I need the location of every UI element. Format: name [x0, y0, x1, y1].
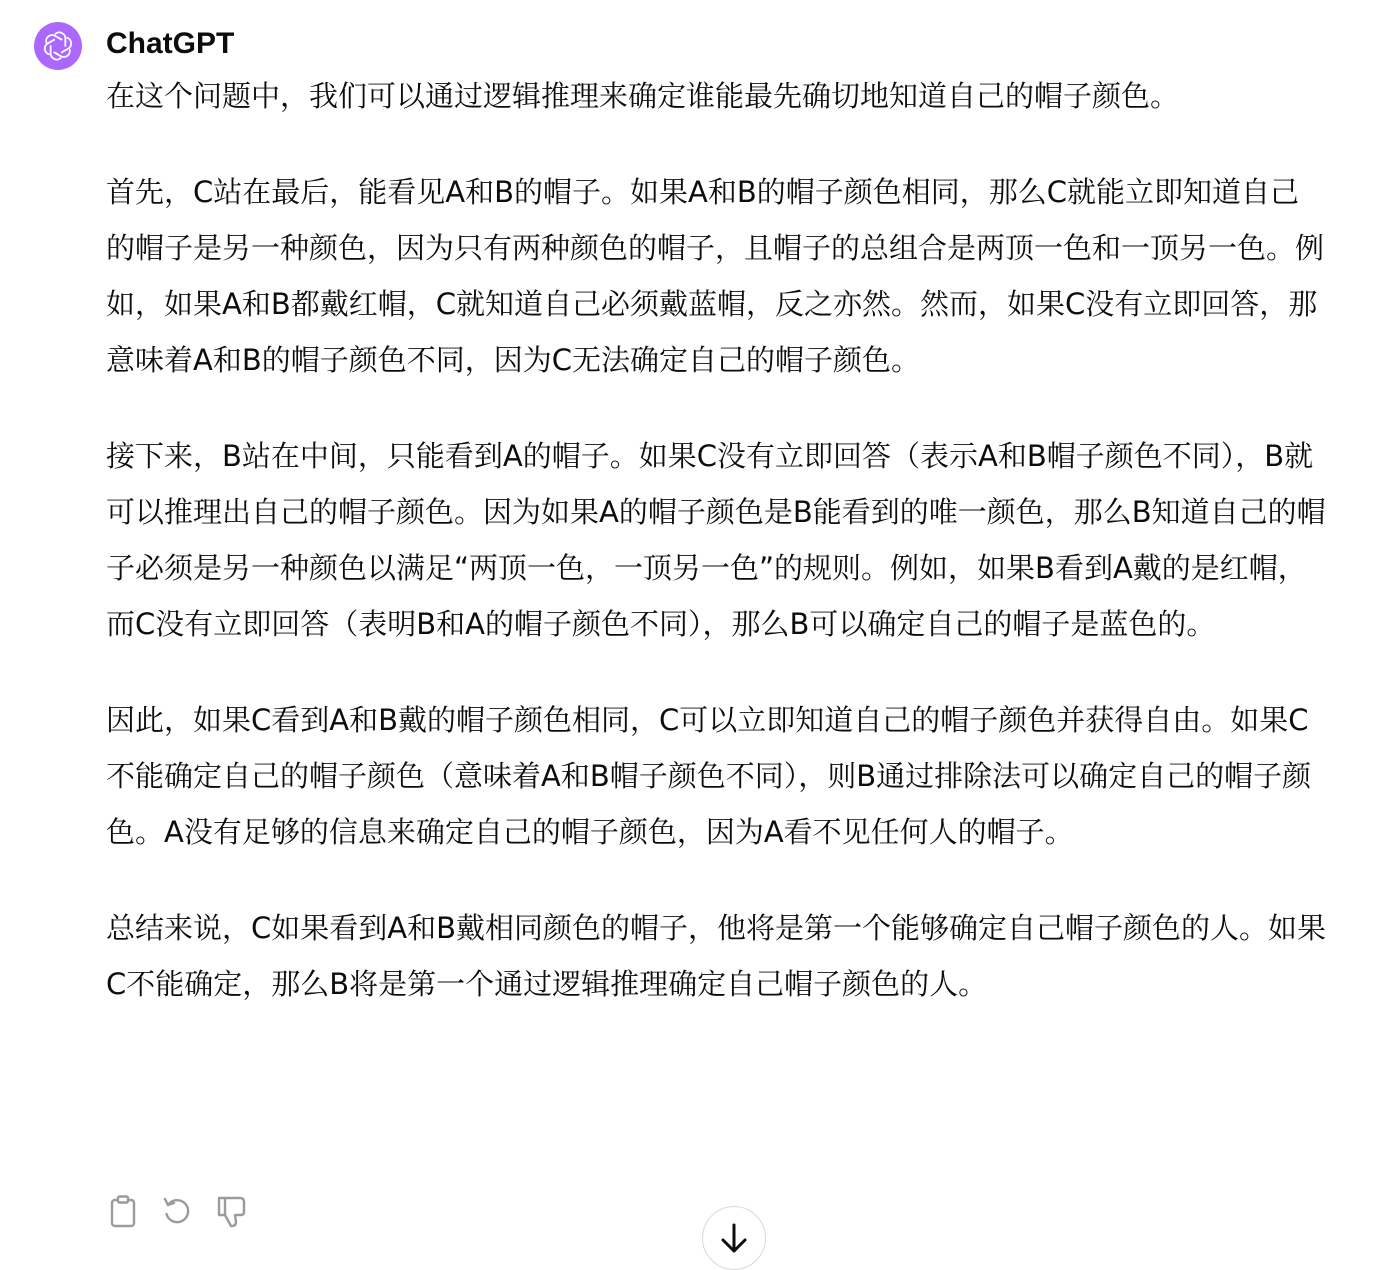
avatar: [34, 22, 82, 70]
scroll-down-button[interactable]: [702, 1206, 766, 1270]
message-paragraph: 接下来，B站在中间，只能看到A的帽子。如果C没有立即回答（表示A和B帽子颜色不同），B就可以推理出自己的帽子颜色。因为如果A的帽子颜色是B能看到的唯一颜色，那么B知道自己的帽子必须是另一种颜色以满足“两顶一色，一顶另一色”的规则。例如，如果B看到A戴的是红帽，而C没有立即回答（表明B和A的帽子颜色不同），那么B可以确定自己的帽子是蓝色的。: [106, 439, 1326, 641]
message-paragraph: 首先，C站在最后，能看见A和B的帽子。如果A和B的帽子颜色相同，那么C就能立即知道自己的帽子是另一种颜色，因为只有两种颜色的帽子，且帽子的总组合是两顶一色和一顶另一色。例如，如果A和B都戴红帽，C就知道自己必须戴蓝帽，反之亦然。然而，如果C没有立即回答，那意味着A和B的帽子颜色不同，因为C无法确定自己的帽子颜色。: [106, 175, 1325, 377]
clipboard-icon: [109, 1194, 137, 1228]
message-body: [106, 68, 1326, 1052]
regenerate-icon: [161, 1195, 193, 1227]
message-author: ChatGPT: [106, 27, 235, 60]
copy-button[interactable]: [106, 1192, 140, 1230]
regenerate-button[interactable]: [160, 1192, 194, 1230]
openai-logo-icon: [41, 29, 75, 63]
dislike-button[interactable]: [214, 1192, 248, 1230]
message-paragraph: 在这个问题中，我们可以通过逻辑推理来确定谁能最先确切地知道自己的帽子颜色。: [106, 79, 1180, 113]
thumbs-down-icon: [215, 1194, 247, 1228]
message-paragraph: 总结来说，C如果看到A和B戴相同颜色的帽子，他将是第一个能够确定自己帽子颜色的人。如果C不能确定，那么B将是第一个通过逻辑推理确定自己帽子颜色的人。: [106, 911, 1326, 1001]
arrow-down-icon: [718, 1221, 750, 1255]
message-actions: [106, 1192, 248, 1230]
message-paragraph: 因此，如果C看到A和B戴的帽子颜色相同，C可以立即知道自己的帽子颜色并获得自由。如果C不能确定自己的帽子颜色（意味着A和B帽子颜色不同），则B通过排除法可以确定自己的帽子颜色。A没有足够的信息来确定自己的帽子颜色，因为A看不见任何人的帽子。: [106, 703, 1312, 849]
